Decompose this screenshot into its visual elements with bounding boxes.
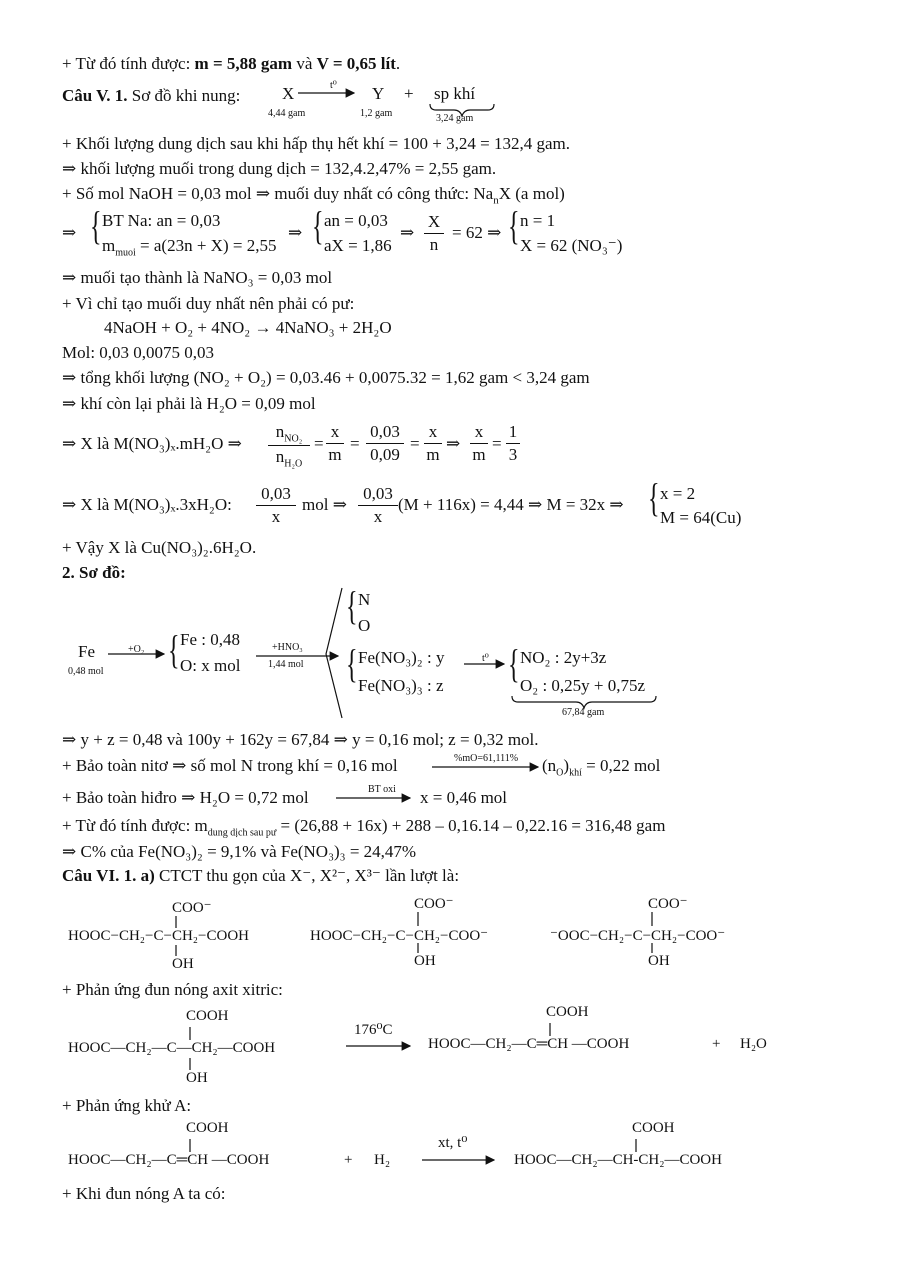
system1-c1: n = 1 [520,211,556,230]
line-water: ⇒ khí còn lại phải là H₂O = 0,09 mol [62,394,316,413]
system1-arrow2: ⇒ [288,223,303,242]
h-result: x = 0,46 mol [420,788,508,807]
scheme2-g2: O₂ : 0,25y + 0,75z [520,676,646,695]
arrow: ⇒ [446,434,461,453]
underbrace [430,104,494,116]
ratio-frac-xm3: x m [470,422,488,465]
line-total-mass: ⇒ tổng khối lượng (NO₂ + O₂) = 0,03.46 + 0,0075.32 = 1,62 gam < 3,24 gam [62,368,590,387]
rx2-right: HOOC—CH₂—CH-CH₂—COOH [514,1152,722,1168]
scheme1-x: X [282,84,295,103]
question-6-heading: Câu VI. 1. a) CTCT thu gọn của X⁻, X²⁻, X³⁻ lần lượt là: [62,866,460,885]
line-unique-salt: + Vì chỉ tạo muối duy nhất nên phải có pư: [62,294,355,313]
scheme2-s2: O: x mol [180,656,241,675]
system1-arrow: ⇒ [62,223,77,242]
system1-c2: X = 62 (NO₃⁻) [520,236,623,255]
line-nitrogen: + Bảo toàn nitơ ⇒ số mol N trong khí = 0,16 mol [62,756,398,775]
line-percent: ⇒ C% của Fe(NO₃)₂ = 9,1% và Fe(NO₃)₃ = 24,47% [62,842,417,861]
mass-frac-2: 0,03 x [358,484,398,527]
line-solution-mass: + Khối lượng dung dịch sau khi hấp thụ hết khí = 100 + 3,24 = 132,4 gam. [62,134,570,153]
scheme1-gas: sp khí [434,84,476,103]
system1-a1: BT Na: an = 0,03 [102,211,221,230]
ratio-frac-xm2: x m [424,422,442,465]
line-naoh: + Số mol NaOH = 0,03 mol ⇒ muối duy nhất có công thức: $Na_nX$ (a mol) [62,184,565,207]
line-heating: + Phản ứng đun nóng axit xitric: [62,980,283,999]
scheme2-hno3: +HNO₃ [272,642,303,653]
system1-b1: an = 0,03 [324,211,388,230]
system1-fraction: X n [424,212,444,255]
citrate2-chain: HOOC−CH₂−C−CH₂−COO⁻ [310,928,489,944]
scheme2-g-mass: 67,84 gam [562,707,605,718]
line-salt-mass: ⇒ khối lượng muối trong dung dịch = 132,4.2,47% = 2,55 gam. [62,159,497,178]
scheme1-cond: t⁰ [330,80,337,91]
rx1-left: HOOC—CH₂—C—CH₂—COOH [68,1040,276,1056]
line-ratio: ⇒ X là M(NO₃)ₓ.mH₂O ⇒ [62,434,242,453]
eq-sign: = [492,434,502,453]
scheme2-fe: Fe [78,642,95,661]
citrate1-chain: HOOC−CH₂−C−CH₂−COOH [68,928,249,944]
rx1-oh: OH [186,1070,208,1086]
system1-arrow3: ⇒ [400,223,415,242]
result-line: + Từ đó tính được: m = 5,88 gam và V = 0,65 lít. [62,54,401,73]
mass-mol: mol ⇒ [302,495,347,514]
eq-sign: = [314,434,324,453]
equation-naoh: 4NaOH + O₂ + 4NO₂ → 4NaNO₃ + 2H₂O [104,318,392,337]
line-hydrogen: + Bảo toàn hiđro ⇒ H₂O = 0,72 mol [62,788,309,807]
scheme1-y: Y [372,84,385,103]
scheme1-plus: + [404,84,414,103]
scheme1-y-mass: 1,2 gam [360,108,393,119]
mass-r1: x = 2 [660,484,696,503]
rx2-cond: xt, t⁰ [438,1135,468,1151]
n-result: $(n_O)_{khí} = 0,22$ mol [542,756,661,779]
mass-r2: M = 64(Cu) [660,508,742,527]
mass-expr: (M + 116x) = 4,44 ⇒ M = 32x ⇒ [398,495,624,514]
ratio-frac-xm: x m [326,422,344,465]
n-cond: %mO=61,111% [454,753,519,764]
question-5-heading: Câu V. 1. Sơ đồ khi nung: [62,86,241,105]
h-cond: BT oxi [368,784,396,795]
brace-icon: { [346,583,358,628]
line-mass-equation: ⇒ X là M(NO₃)ₓ.3xH₂O: [62,495,232,514]
brace-icon: { [346,641,358,686]
rx1-right: HOOC—CH₂—C═CH —COOH [428,1036,630,1052]
rx2-plus: + [344,1152,353,1168]
line-conclusion-x: + Vậy X là Cu(NO₃)₂.6H₂O. [62,538,257,557]
line-nano3: ⇒ muối tạo thành là NaNO₃ = 0,03 mol [62,268,333,287]
scheme2-p4: Fe(NO₃)₃ : z [358,676,444,695]
line-yz: ⇒ y + z = 0,48 và 100y + 162y = 67,84 ⇒ y = 0,16 mol; z = 0,32 mol. [62,730,539,749]
scheme2-hno3-mol: 1,44 mol [268,659,304,670]
system1-a2: $m_{muoi} = a(23n + X) = 2,55$ [102,236,277,259]
scheme2-o2: +O₂ [128,644,145,655]
scheme2-fe-mol: 0,48 mol [68,666,104,677]
brace-icon: { [508,203,520,248]
citrate2-top: COO⁻ [414,896,454,912]
citrate3-top: COO⁻ [648,896,688,912]
scheme2-g1: NO₂ : 2y+3z [520,648,607,667]
scheme2-p3: Fe(NO₃)₂ : y [358,648,445,667]
citrate2-oh: OH [414,953,436,969]
citrate3-oh: OH [648,953,670,969]
scheme2-t: t⁰ [482,653,489,664]
citrate3-chain: ⁻OOC−CH₂−C−CH₂−COO⁻ [550,928,726,944]
scheme2-p2: O [358,616,371,635]
rx1-top: COOH [186,1008,229,1024]
scheme2-p1: N [358,590,371,609]
rx2-left: HOOC—CH₂—C═CH —COOH [68,1152,270,1168]
line-reduction: + Phản ứng khử A: [62,1096,192,1115]
underbrace-2 [512,696,656,708]
ratio-frac-n: $n_{NO_2}$ $n_{H_2O}$ [268,422,310,470]
eq-sign: = [410,434,420,453]
ratio-frac-values: 0,03 0,09 [366,422,404,465]
eq-sign: = [350,434,360,453]
rx1-cond: 176⁰C [354,1022,393,1038]
mol-row: Mol: 0,03 0,0075 0,03 [62,343,215,362]
brace-icon: { [312,203,324,248]
scheme1-x-mass: 4,44 gam [268,108,306,119]
citrate1-oh: OH [172,956,194,972]
line-heating-a: + Khi đun nóng A ta có: [62,1184,226,1203]
rx2-rtop: COOH [632,1120,675,1136]
scheme2-s1: Fe : 0,48 [180,630,240,649]
rx1-plus: + [712,1036,721,1052]
brace-icon: { [648,475,660,520]
system1-b2: aX = 1,86 [324,236,392,255]
rx1-rtop: COOH [546,1004,589,1020]
scheme1-gas-mass: 3,24 gam [436,113,474,124]
rx2-h2: H₂ [374,1152,391,1168]
brace-icon: { [168,627,180,672]
brace-icon: { [90,203,102,248]
rx1-water: H₂O [740,1036,767,1052]
mass-frac-1: 0,03 x [256,484,296,527]
part-2-heading: 2. Sơ đồ: [62,563,126,582]
brace-icon: { [508,641,520,686]
big-bracket [326,588,342,718]
ratio-frac-one-third: 1 3 [506,422,520,465]
citrate1-top: COO⁻ [172,900,212,916]
rx2-top: COOH [186,1120,229,1136]
line-final-mass: + Từ đó tính được: $m_{dung dịch sau pư} = (26,88 + 16x) + 288 - 0,16.14 - 0,22.16 = 316,48$ gam [62,816,666,839]
system1-eq: = 62 ⇒ [452,223,502,242]
